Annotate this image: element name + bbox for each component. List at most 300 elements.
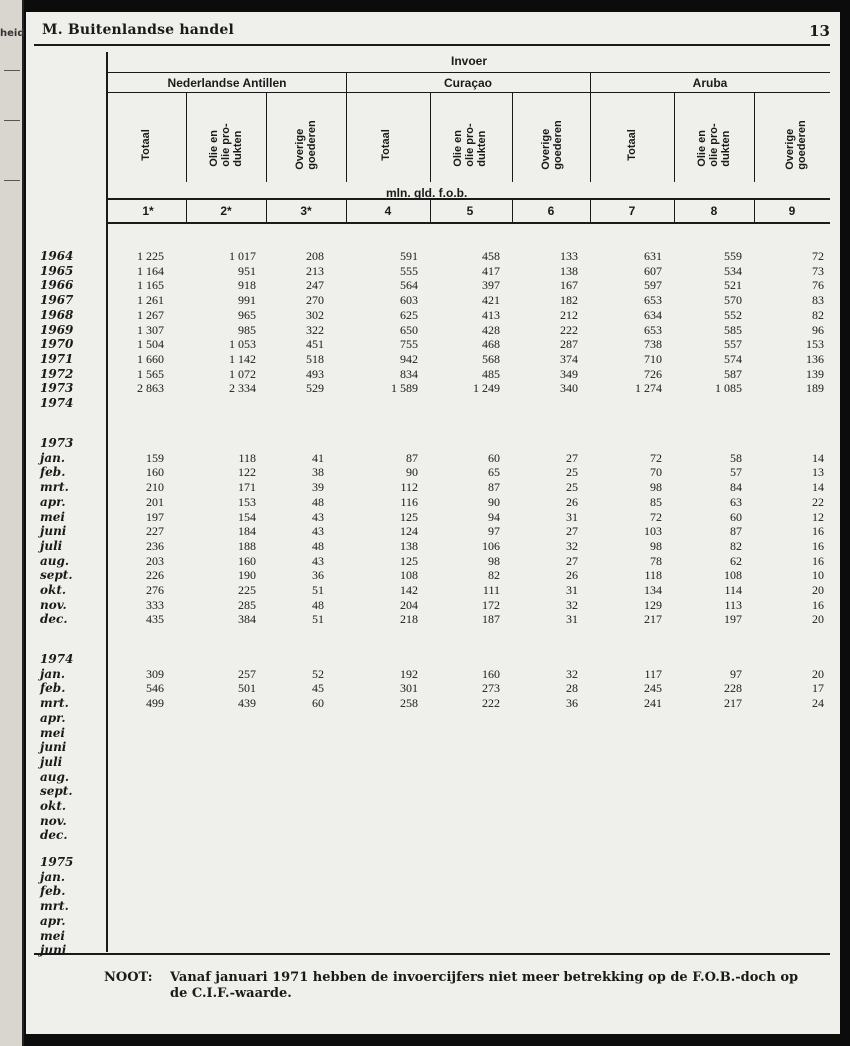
table-cell: 585 bbox=[724, 323, 742, 337]
table-cell: 108 bbox=[400, 568, 418, 582]
table-cell: 273 bbox=[482, 681, 500, 695]
table-cell: 534 bbox=[724, 264, 742, 278]
table-cell: 118 bbox=[238, 451, 256, 465]
row-label: sept. bbox=[40, 784, 73, 798]
table-cell: 60 bbox=[312, 696, 324, 710]
group-rule bbox=[108, 72, 830, 73]
table-cell: 60 bbox=[730, 510, 742, 524]
row-label: 1966 bbox=[40, 278, 74, 292]
table-cell: 1 589 bbox=[391, 381, 418, 395]
table-cell: 32 bbox=[566, 539, 578, 553]
table-cell: 43 bbox=[312, 524, 324, 538]
row-label: apr. bbox=[40, 495, 66, 509]
table-cell: 72 bbox=[650, 510, 662, 524]
adjacent-page-edge bbox=[0, 0, 24, 1046]
table-cell: 31 bbox=[566, 583, 578, 597]
table-cell: 14 bbox=[812, 451, 824, 465]
table-cell: 28 bbox=[566, 681, 578, 695]
col-divider bbox=[512, 92, 513, 182]
table-cell: 557 bbox=[724, 337, 742, 351]
table-cell: 125 bbox=[400, 510, 418, 524]
table-cell: 397 bbox=[482, 278, 500, 292]
subheader-col-5: Olie en olie pro- dukten bbox=[452, 123, 488, 167]
table-cell: 22 bbox=[812, 495, 824, 509]
table-cell: 559 bbox=[724, 249, 742, 263]
table-cell: 84 bbox=[730, 480, 742, 494]
colnum-rule-bottom bbox=[108, 222, 830, 224]
table-cell: 518 bbox=[306, 352, 324, 366]
row-label: nov. bbox=[40, 598, 67, 612]
table-cell: 435 bbox=[146, 612, 164, 626]
table-cell: 965 bbox=[238, 308, 256, 322]
table-cell: 16 bbox=[812, 539, 824, 553]
table-cell: 24 bbox=[812, 696, 824, 710]
row-label: mrt. bbox=[40, 480, 69, 494]
row-label: juli bbox=[40, 539, 63, 553]
bottom-rule bbox=[34, 953, 830, 955]
table-cell: 134 bbox=[644, 583, 662, 597]
table-cell: 451 bbox=[306, 337, 324, 351]
column-number: 6 bbox=[547, 204, 555, 218]
table-cell: 26 bbox=[566, 568, 578, 582]
table-cell: 203 bbox=[146, 554, 164, 568]
table-cell: 96 bbox=[812, 323, 824, 337]
table-cell: 32 bbox=[566, 667, 578, 681]
table-cell: 138 bbox=[560, 264, 578, 278]
table-cell: 27 bbox=[566, 451, 578, 465]
table-cell: 48 bbox=[312, 539, 324, 553]
table-cell: 26 bbox=[566, 495, 578, 509]
table-cell: 607 bbox=[644, 264, 662, 278]
table-cell: 139 bbox=[806, 367, 824, 381]
table-cell: 160 bbox=[482, 667, 500, 681]
table-cell: 1 072 bbox=[229, 367, 256, 381]
table-cell: 653 bbox=[644, 323, 662, 337]
row-label: mei bbox=[40, 726, 65, 740]
row-label: 1974 bbox=[40, 652, 74, 666]
row-label: 1974 bbox=[40, 396, 74, 410]
table-cell: 2 863 bbox=[137, 381, 164, 395]
col-divider bbox=[430, 92, 431, 182]
row-label: feb. bbox=[40, 681, 66, 695]
table-cell: 1 274 bbox=[635, 381, 662, 395]
subheader-col-6: Overige goederen bbox=[540, 120, 564, 170]
group-title: Invoer bbox=[450, 54, 487, 68]
col-divider bbox=[754, 92, 755, 182]
table-cell: 17 bbox=[812, 681, 824, 695]
table-cell: 25 bbox=[566, 480, 578, 494]
table-cell: 122 bbox=[238, 465, 256, 479]
row-label: dec. bbox=[40, 612, 68, 626]
row-label: 1965 bbox=[40, 264, 74, 278]
table-cell: 154 bbox=[238, 510, 256, 524]
table-cell: 333 bbox=[146, 598, 164, 612]
table-cell: 70 bbox=[650, 465, 662, 479]
row-label: dec. bbox=[40, 828, 68, 842]
subheader-col-7: Totaal bbox=[626, 129, 638, 161]
table-cell: 485 bbox=[482, 367, 500, 381]
table-cell: 631 bbox=[644, 249, 662, 263]
table-cell: 653 bbox=[644, 293, 662, 307]
table-cell: 413 bbox=[482, 308, 500, 322]
region-nederlandse-antillen: Nederlandse Antillen bbox=[167, 76, 287, 90]
table-cell: 63 bbox=[730, 495, 742, 509]
row-label: 1973 bbox=[40, 381, 74, 395]
unit-label: mln. gld. f.o.b. bbox=[386, 186, 468, 200]
table-cell: 20 bbox=[812, 667, 824, 681]
table-cell: 124 bbox=[400, 524, 418, 538]
table-cell: 218 bbox=[400, 612, 418, 626]
row-label: sept. bbox=[40, 568, 73, 582]
subheader-col-2: Olie en olie pro- dukten bbox=[208, 123, 244, 167]
table-cell: 222 bbox=[482, 696, 500, 710]
table-cell: 1 165 bbox=[137, 278, 164, 292]
table-cell: 468 bbox=[482, 337, 500, 351]
table-cell: 197 bbox=[146, 510, 164, 524]
top-rule bbox=[34, 44, 830, 46]
column-number: 8 bbox=[710, 204, 718, 218]
col-divider bbox=[674, 92, 675, 182]
column-number: 9 bbox=[788, 204, 796, 218]
table-cell: 225 bbox=[238, 583, 256, 597]
table-cell: 603 bbox=[400, 293, 418, 307]
table-cell: 1 261 bbox=[137, 293, 164, 307]
table-cell: 991 bbox=[238, 293, 256, 307]
table-cell: 521 bbox=[724, 278, 742, 292]
table-cell: 136 bbox=[806, 352, 824, 366]
table-cell: 458 bbox=[482, 249, 500, 263]
table-cell: 226 bbox=[146, 568, 164, 582]
subheader-col-1: Totaal bbox=[140, 129, 152, 161]
table-cell: 1 504 bbox=[137, 337, 164, 351]
table-cell: 98 bbox=[650, 539, 662, 553]
table-cell: 31 bbox=[566, 612, 578, 626]
table-cell: 552 bbox=[724, 308, 742, 322]
table-cell: 117 bbox=[644, 667, 662, 681]
table-cell: 384 bbox=[238, 612, 256, 626]
table-cell: 564 bbox=[400, 278, 418, 292]
table-cell: 228 bbox=[724, 681, 742, 695]
table-cell: 87 bbox=[488, 480, 500, 494]
table-cell: 90 bbox=[488, 495, 500, 509]
table-cell: 309 bbox=[146, 667, 164, 681]
table-cell: 167 bbox=[560, 278, 578, 292]
table-cell: 138 bbox=[400, 539, 418, 553]
table-cell: 197 bbox=[724, 612, 742, 626]
table-cell: 160 bbox=[238, 554, 256, 568]
table-cell: 20 bbox=[812, 583, 824, 597]
table-cell: 72 bbox=[650, 451, 662, 465]
table-cell: 428 bbox=[482, 323, 500, 337]
table-cell: 76 bbox=[812, 278, 824, 292]
row-label: 1967 bbox=[40, 293, 74, 307]
region-curacao: Curaçao bbox=[443, 76, 493, 90]
table-cell: 634 bbox=[644, 308, 662, 322]
column-number: 4 bbox=[384, 204, 392, 218]
subheader-col-4: Totaal bbox=[380, 129, 392, 161]
table-cell: 13 bbox=[812, 465, 824, 479]
row-label: feb. bbox=[40, 884, 66, 898]
row-label: juni bbox=[40, 524, 67, 538]
subheader-col-9: Overige goederen bbox=[784, 120, 808, 170]
row-label: 1971 bbox=[40, 352, 74, 366]
table-cell: 568 bbox=[482, 352, 500, 366]
table-cell: 87 bbox=[406, 451, 418, 465]
col-divider bbox=[266, 92, 267, 182]
table-cell: 27 bbox=[566, 554, 578, 568]
table-cell: 650 bbox=[400, 323, 418, 337]
table-cell: 236 bbox=[146, 539, 164, 553]
row-label: okt. bbox=[40, 799, 67, 813]
edge-tick bbox=[4, 70, 20, 71]
table-cell: 52 bbox=[312, 667, 324, 681]
table-cell: 113 bbox=[724, 598, 742, 612]
column-number: 7 bbox=[628, 204, 636, 218]
region-aruba: Aruba bbox=[692, 76, 728, 90]
table-cell: 212 bbox=[560, 308, 578, 322]
edge-tick bbox=[4, 120, 20, 121]
table-cell: 1 249 bbox=[473, 381, 500, 395]
table-cell: 834 bbox=[400, 367, 418, 381]
table-cell: 421 bbox=[482, 293, 500, 307]
row-label: aug. bbox=[40, 554, 70, 568]
table-cell: 340 bbox=[560, 381, 578, 395]
table-cell: 48 bbox=[312, 495, 324, 509]
table-cell: 78 bbox=[650, 554, 662, 568]
table-cell: 222 bbox=[560, 323, 578, 337]
table-cell: 247 bbox=[306, 278, 324, 292]
table-cell: 417 bbox=[482, 264, 500, 278]
subheader-col-8: Olie en olie pro- dukten bbox=[696, 123, 732, 167]
row-label: juli bbox=[40, 755, 63, 769]
table-cell: 276 bbox=[146, 583, 164, 597]
table-cell: 85 bbox=[650, 495, 662, 509]
table-cell: 125 bbox=[400, 554, 418, 568]
table-cell: 20 bbox=[812, 612, 824, 626]
page-header-title: M. Buitenlandse handel bbox=[42, 22, 234, 38]
table-cell: 1 142 bbox=[229, 352, 256, 366]
table-cell: 591 bbox=[400, 249, 418, 263]
table-cell: 1 225 bbox=[137, 249, 164, 263]
table-cell: 546 bbox=[146, 681, 164, 695]
table-cell: 58 bbox=[730, 451, 742, 465]
table-cell: 942 bbox=[400, 352, 418, 366]
table-cell: 710 bbox=[644, 352, 662, 366]
table-cell: 1 017 bbox=[229, 249, 256, 263]
row-label: juni bbox=[40, 740, 67, 754]
row-label: 1973 bbox=[40, 436, 74, 450]
table-cell: 106 bbox=[482, 539, 500, 553]
table-cell: 189 bbox=[806, 381, 824, 395]
table-cell: 82 bbox=[812, 308, 824, 322]
table-cell: 41 bbox=[312, 451, 324, 465]
table-cell: 73 bbox=[812, 264, 824, 278]
column-number: 3* bbox=[300, 204, 312, 218]
footnote-text: Vanaf januari 1971 hebben de invoercijfers niet meer betrekking op de F.O.B.-doch op de C.I.F.-waarde. bbox=[170, 970, 799, 1001]
table-cell: 574 bbox=[724, 352, 742, 366]
table-cell: 133 bbox=[560, 249, 578, 263]
table-cell: 1 267 bbox=[137, 308, 164, 322]
row-label: okt. bbox=[40, 583, 67, 597]
table-cell: 439 bbox=[238, 696, 256, 710]
table-cell: 322 bbox=[306, 323, 324, 337]
table-cell: 210 bbox=[146, 480, 164, 494]
table-cell: 529 bbox=[306, 381, 324, 395]
table-cell: 32 bbox=[566, 598, 578, 612]
table-cell: 597 bbox=[644, 278, 662, 292]
colnum-divider bbox=[346, 198, 347, 222]
table-cell: 87 bbox=[730, 524, 742, 538]
table-cell: 208 bbox=[306, 249, 324, 263]
table-cell: 1 164 bbox=[137, 264, 164, 278]
table-cell: 985 bbox=[238, 323, 256, 337]
table-cell: 171 bbox=[238, 480, 256, 494]
row-label: 1968 bbox=[40, 308, 74, 322]
table-cell: 12 bbox=[812, 510, 824, 524]
table-cell: 184 bbox=[238, 524, 256, 538]
table-cell: 217 bbox=[724, 696, 742, 710]
table-cell: 738 bbox=[644, 337, 662, 351]
table-cell: 257 bbox=[238, 667, 256, 681]
table-cell: 227 bbox=[146, 524, 164, 538]
table-cell: 82 bbox=[488, 568, 500, 582]
table-cell: 82 bbox=[730, 539, 742, 553]
table-cell: 587 bbox=[724, 367, 742, 381]
table-cell: 83 bbox=[812, 293, 824, 307]
col-divider bbox=[186, 92, 187, 182]
table-cell: 51 bbox=[312, 583, 324, 597]
table-cell: 43 bbox=[312, 510, 324, 524]
row-label: 1964 bbox=[40, 249, 74, 263]
table-cell: 213 bbox=[306, 264, 324, 278]
table-cell: 302 bbox=[306, 308, 324, 322]
edge-tick bbox=[4, 180, 20, 181]
table-cell: 270 bbox=[306, 293, 324, 307]
column-number: 1* bbox=[142, 204, 154, 218]
table-cell: 349 bbox=[560, 367, 578, 381]
row-label: mei bbox=[40, 510, 65, 524]
table-cell: 62 bbox=[730, 554, 742, 568]
table-cell: 501 bbox=[238, 681, 256, 695]
table-cell: 112 bbox=[400, 480, 418, 494]
table-cell: 726 bbox=[644, 367, 662, 381]
table-cell: 159 bbox=[146, 451, 164, 465]
table-cell: 192 bbox=[400, 667, 418, 681]
table-cell: 16 bbox=[812, 598, 824, 612]
table-cell: 918 bbox=[238, 278, 256, 292]
table-cell: 31 bbox=[566, 510, 578, 524]
table-cell: 38 bbox=[312, 465, 324, 479]
table-cell: 98 bbox=[650, 480, 662, 494]
table-cell: 204 bbox=[400, 598, 418, 612]
table-cell: 570 bbox=[724, 293, 742, 307]
row-label: jan. bbox=[40, 451, 66, 465]
table-cell: 201 bbox=[146, 495, 164, 509]
table-cell: 72 bbox=[812, 249, 824, 263]
footnote-key: NOOT: bbox=[104, 970, 153, 985]
table-cell: 153 bbox=[238, 495, 256, 509]
table-cell: 98 bbox=[488, 554, 500, 568]
page-number: 13 bbox=[809, 22, 830, 40]
row-label: apr. bbox=[40, 914, 66, 928]
table-cell: 493 bbox=[306, 367, 324, 381]
table-cell: 153 bbox=[806, 337, 824, 351]
table-cell: 118 bbox=[644, 568, 662, 582]
table-cell: 116 bbox=[400, 495, 418, 509]
table-cell: 1 565 bbox=[137, 367, 164, 381]
row-label: 1969 bbox=[40, 323, 74, 337]
table-cell: 160 bbox=[146, 465, 164, 479]
table-cell: 51 bbox=[312, 612, 324, 626]
row-label: jan. bbox=[40, 667, 66, 681]
row-label: 1970 bbox=[40, 337, 74, 351]
table-cell: 10 bbox=[812, 568, 824, 582]
table-cell: 1 307 bbox=[137, 323, 164, 337]
row-label: aug. bbox=[40, 770, 70, 784]
table-cell: 16 bbox=[812, 554, 824, 568]
table-cell: 555 bbox=[400, 264, 418, 278]
table-cell: 97 bbox=[488, 524, 500, 538]
table-cell: 1 660 bbox=[137, 352, 164, 366]
row-label: jan. bbox=[40, 870, 66, 884]
table-cell: 1 085 bbox=[715, 381, 742, 395]
row-label: juni bbox=[40, 943, 67, 957]
row-label: feb. bbox=[40, 465, 66, 479]
table-cell: 48 bbox=[312, 598, 324, 612]
table-cell: 142 bbox=[400, 583, 418, 597]
column-number: 5 bbox=[466, 204, 474, 218]
table-cell: 2 334 bbox=[229, 381, 256, 395]
table-cell: 103 bbox=[644, 524, 662, 538]
table-cell: 43 bbox=[312, 554, 324, 568]
row-label: nov. bbox=[40, 814, 67, 828]
table-cell: 39 bbox=[312, 480, 324, 494]
table-cell: 187 bbox=[482, 612, 500, 626]
table-cell: 625 bbox=[400, 308, 418, 322]
table-cell: 114 bbox=[724, 583, 742, 597]
table-cell: 287 bbox=[560, 337, 578, 351]
table-cell: 108 bbox=[724, 568, 742, 582]
table-cell: 129 bbox=[644, 598, 662, 612]
table-cell: 301 bbox=[400, 681, 418, 695]
table-cell: 94 bbox=[488, 510, 500, 524]
table-cell: 374 bbox=[560, 352, 578, 366]
table-cell: 36 bbox=[566, 696, 578, 710]
table-cell: 172 bbox=[482, 598, 500, 612]
table-cell: 1 053 bbox=[229, 337, 256, 351]
table-cell: 755 bbox=[400, 337, 418, 351]
subheader-col-3: Overige goederen bbox=[294, 120, 318, 170]
table-cell: 285 bbox=[238, 598, 256, 612]
table-cell: 217 bbox=[644, 612, 662, 626]
table-cell: 499 bbox=[146, 696, 164, 710]
row-label: mrt. bbox=[40, 899, 69, 913]
table-cell: 36 bbox=[312, 568, 324, 582]
table-cell: 45 bbox=[312, 681, 324, 695]
table-cell: 65 bbox=[488, 465, 500, 479]
table-cell: 188 bbox=[238, 539, 256, 553]
table-cell: 111 bbox=[482, 583, 500, 597]
table-cell: 27 bbox=[566, 524, 578, 538]
row-label: 1972 bbox=[40, 367, 74, 381]
table-cell: 60 bbox=[488, 451, 500, 465]
table-cell: 245 bbox=[644, 681, 662, 695]
row-label: 1975 bbox=[40, 855, 74, 869]
table-cell: 14 bbox=[812, 480, 824, 494]
table-cell: 16 bbox=[812, 524, 824, 538]
table-cell: 25 bbox=[566, 465, 578, 479]
table-cell: 182 bbox=[560, 293, 578, 307]
